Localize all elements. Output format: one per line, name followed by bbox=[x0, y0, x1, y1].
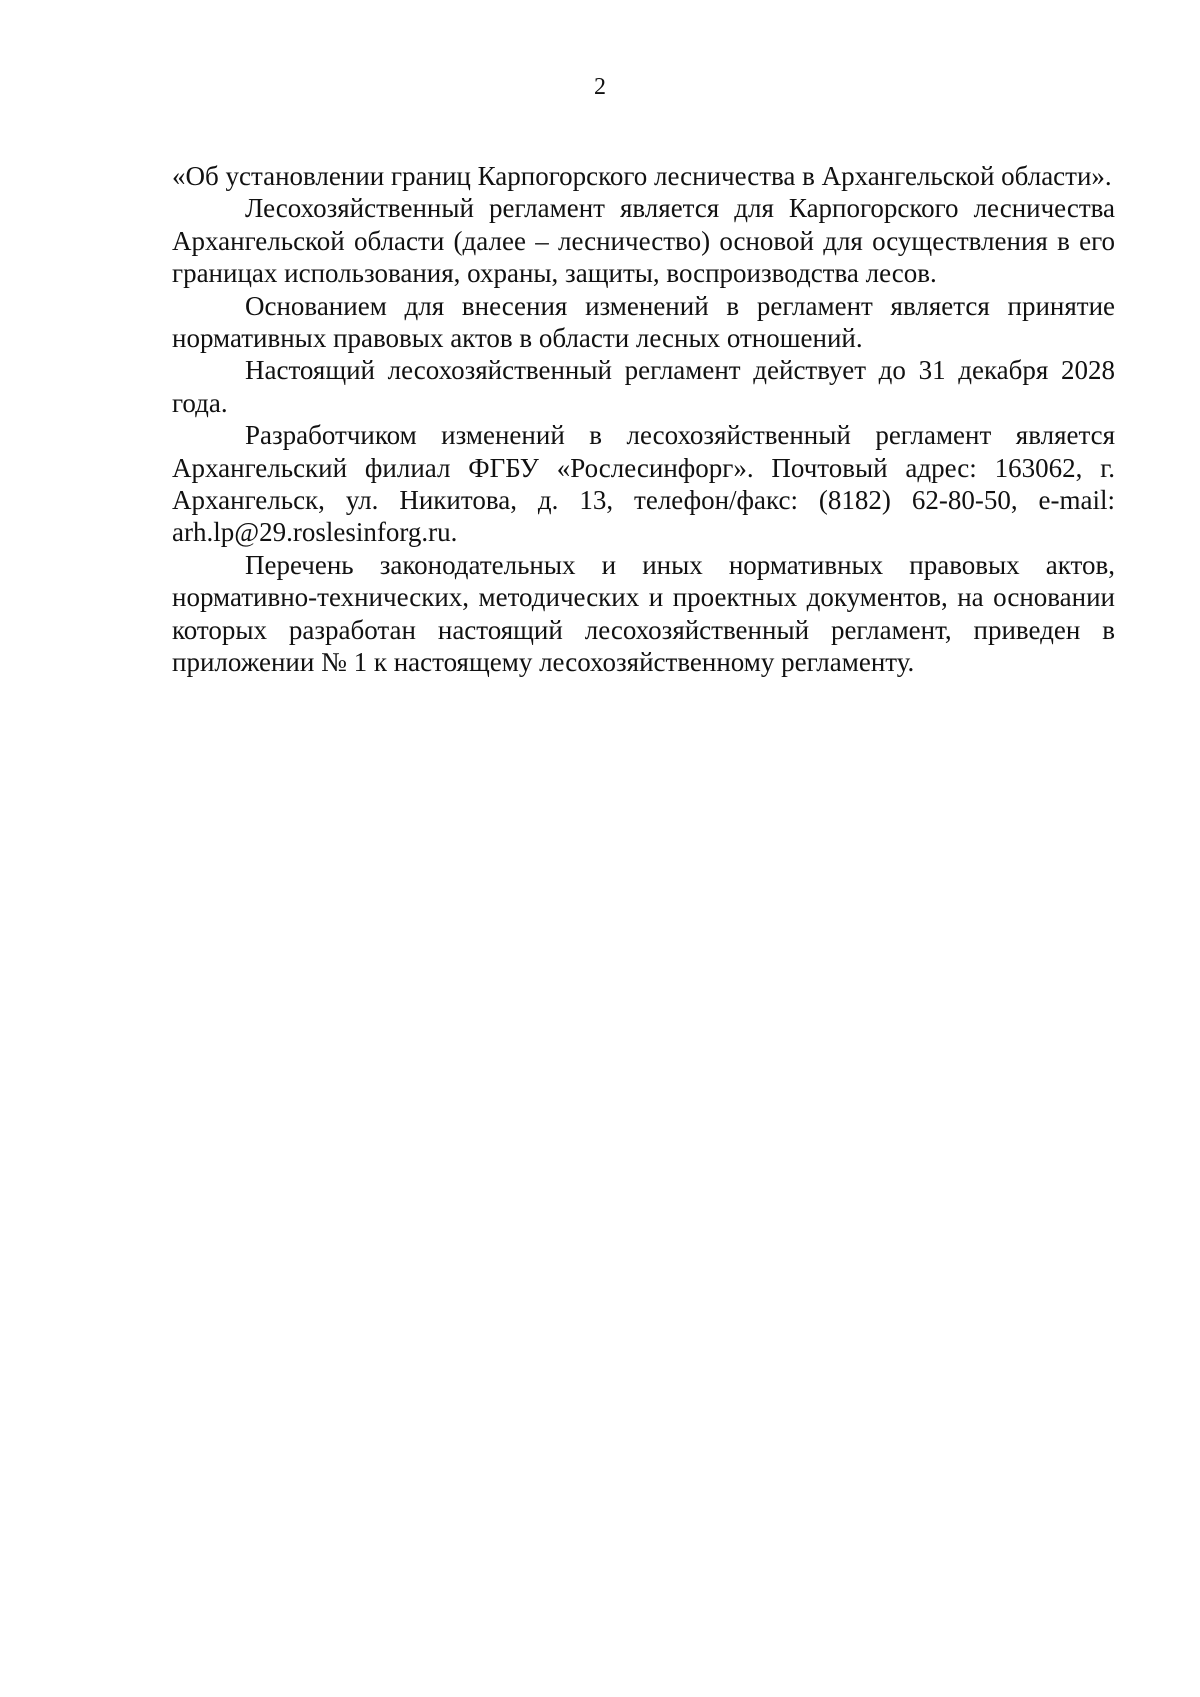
paragraph-regulation-purpose: Лесохозяйственный регламент является для Карпогорского лесничества Архангельской области (далее – лесничество) основой для осуществления в его границах использования, охраны, защиты, воспроизводства лесов. bbox=[172, 193, 1115, 289]
paragraph-validity-period: Настоящий лесохозяйственный регламент действует до 31 декабря 2028 года. bbox=[172, 355, 1115, 418]
paragraph-amendment-basis: Основанием для внесения изменений в регламент является принятие нормативных правовых актов в области лесных отношений. bbox=[172, 290, 1115, 354]
paragraph-developer-contacts: Разработчиком изменений в лесохозяйственный регламент является Архангельский филиал ФГБУ «Рослесинфорг». Почтовый адрес: 163062, г. Архангельск, ул. Никитова, д. 13, телефон/факс: (8182) 62-80-50, e-mail: arh.lp@29.roslesinforg.ru. bbox=[172, 420, 1115, 548]
paragraph-continuation: «Об установлении границ Карпогорского лесничества в Архангельской области». bbox=[172, 161, 1112, 191]
paragraph-legal-acts-list: Перечень законодательных и иных нормативных правовых актов, нормативно-технических, методических и проектных документов, на основании которых разработан настоящий лесохозяйственный регламент, приведен в приложении № 1 к настоящему лесохозяйственному регламенту. bbox=[172, 549, 1115, 678]
document-body bbox=[172, 160, 1115, 679]
page-number: 2 bbox=[594, 74, 606, 100]
